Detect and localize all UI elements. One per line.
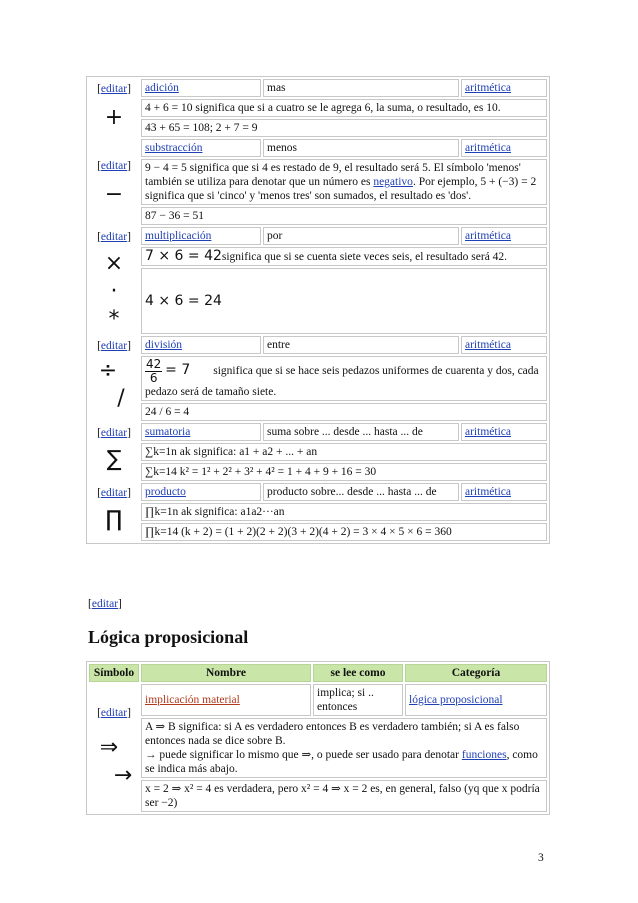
example-text: 4 + 6 = 10 significa que si a cuatro se le agrega 6, la suma, o resultado, es 10. bbox=[141, 99, 547, 117]
division-symbol: ÷ bbox=[98, 358, 118, 383]
arithmetic-symbols-table bbox=[86, 76, 550, 544]
edit-link[interactable]: editar bbox=[100, 707, 128, 719]
edit-link[interactable]: editar bbox=[100, 83, 128, 95]
name-link[interactable]: producto bbox=[145, 486, 186, 498]
example-text: 7 × 6 = 42significa que si se cuenta siete veces seis, el resultado será 42. bbox=[141, 247, 547, 266]
table-row bbox=[89, 79, 547, 97]
table-row bbox=[89, 227, 547, 245]
name-link[interactable]: adición bbox=[145, 82, 179, 94]
name-link[interactable]: división bbox=[145, 339, 183, 351]
symbol-cell: [editar] ÷ / bbox=[89, 336, 139, 421]
section-title: Lógica proposicional bbox=[88, 627, 249, 647]
name-link[interactable]: multiplicación bbox=[145, 230, 212, 242]
table-row bbox=[89, 684, 547, 716]
col-header-category: Categoría bbox=[405, 664, 547, 682]
edit-link[interactable]: editar bbox=[100, 160, 128, 172]
edit-link[interactable]: editar bbox=[100, 340, 128, 352]
name-link[interactable]: sumatoria bbox=[145, 426, 191, 438]
example-text: 24 / 6 = 4 bbox=[141, 403, 547, 421]
example-text: x = 2 ⇒ x² = 4 es verdadera, pero x² = 4 ⇒ x = 2 es, en general, falso (yq que x podría ser −2) bbox=[141, 780, 547, 812]
math-image: 4 × 6 = 24 bbox=[145, 292, 222, 309]
col-header-reads: se lee como bbox=[313, 664, 403, 682]
symbol-cell: [editar] ∑ bbox=[89, 423, 139, 481]
reads-as: mas bbox=[263, 79, 459, 97]
reads-as: menos bbox=[263, 139, 459, 157]
name-link[interactable]: substracción bbox=[145, 142, 203, 154]
reads-as: entre bbox=[263, 336, 459, 354]
name-link[interactable]: implicación material bbox=[145, 694, 240, 706]
symbol-cell: [editar] − bbox=[89, 139, 139, 225]
edit-link[interactable]: editar bbox=[100, 427, 128, 439]
arrow-symbol: → bbox=[113, 763, 133, 788]
example-text bbox=[141, 268, 547, 334]
minus-symbol: − bbox=[104, 182, 124, 207]
edit-link[interactable]: editar bbox=[100, 231, 128, 243]
reads-as: implica; si .. entonces bbox=[313, 684, 403, 716]
table-row bbox=[89, 483, 547, 501]
edit-section: [editar] bbox=[88, 598, 122, 610]
table-row bbox=[89, 423, 547, 441]
example-text: ∑k=1n ak significa: a1 + a2 + ... + an bbox=[141, 443, 547, 461]
symbol-cell: [editar] × · * bbox=[89, 227, 139, 334]
fraction-image: $\frac{42}{6}$ bbox=[146, 357, 162, 385]
sum-symbol: ∑ bbox=[106, 447, 122, 472]
category-link[interactable]: aritmética bbox=[465, 82, 511, 94]
symbol-cell: [editar] ⇒ → bbox=[89, 684, 139, 812]
example-text: 9 − 4 = 5 significa que si 4 es restado de 9, el resultado será 5. El símbolo 'menos' también se utiliza para denotar que un número es negativo. Por ejemplo, 5 + (−3) = 2 significa que si 'cinco' y 'menos tres' son sumados, el resultado es 'dos'. bbox=[141, 159, 547, 205]
reads-as: producto sobre... desde ... hasta ... de bbox=[263, 483, 459, 501]
table-row bbox=[89, 336, 547, 354]
table-row bbox=[89, 139, 547, 157]
example-text: A ⇒ B significa: si A es verdadero entonces B es verdadero también; si A es falso entonces nada se dice sobre B. → puede significar lo mismo que ⇒, o puede ser usado para denotar funciones, como se indica más abajo. bbox=[141, 718, 547, 778]
table-header-row bbox=[89, 664, 547, 682]
times-symbol: × bbox=[104, 251, 124, 276]
category-link[interactable]: aritmética bbox=[465, 339, 511, 351]
asterisk-symbol: * bbox=[108, 307, 120, 332]
category-link[interactable]: aritmética bbox=[465, 426, 511, 438]
col-header-symbol: Símbolo bbox=[89, 664, 139, 682]
reads-as: suma sobre ... desde ... hasta ... de bbox=[263, 423, 459, 441]
example-text: ∑k=14 k² = 1² + 2² + 3² + 4² = 1 + 4 + 9 + 16 = 30 bbox=[141, 463, 547, 481]
category-link[interactable]: lógica proposicional bbox=[409, 694, 503, 706]
page-number: 3 bbox=[538, 852, 544, 864]
logic-symbols-table bbox=[86, 661, 550, 815]
implies-symbol: ⇒ bbox=[99, 735, 119, 760]
slash-symbol: / bbox=[117, 386, 125, 411]
edit-link[interactable]: editar bbox=[100, 487, 128, 499]
funciones-link[interactable]: funciones bbox=[461, 749, 507, 761]
example-text: ∏k=14 (k + 2) = (1 + 2)(2 + 2)(3 + 2)(4 + 2) = 3 × 4 × 5 × 6 = 360 bbox=[141, 523, 547, 541]
edit-link[interactable]: editar bbox=[91, 598, 119, 610]
math-image: 7 × 6 = 42 bbox=[145, 248, 222, 264]
symbol-cell: [editar] + bbox=[89, 79, 139, 137]
category-link[interactable]: aritmética bbox=[465, 230, 511, 242]
dot-symbol: · bbox=[110, 279, 118, 304]
negativo-link[interactable]: negativo bbox=[373, 176, 413, 188]
example-text: 43 + 65 = 108; 2 + 7 = 9 bbox=[141, 119, 547, 137]
example-text: $\frac{42}{6}$ = 7 significa que si se hace seis pedazos uniformes de cuarenta y dos, cada pedazo será de tamaño siete. bbox=[141, 356, 547, 401]
category-link[interactable]: aritmética bbox=[465, 142, 511, 154]
symbol-cell: [editar] ∏ bbox=[89, 483, 139, 541]
reads-as: por bbox=[263, 227, 459, 245]
example-text: ∏k=1n ak significa: a1a2···an bbox=[141, 503, 547, 521]
example-text: 87 − 36 = 51 bbox=[141, 207, 547, 225]
plus-symbol: + bbox=[104, 105, 124, 130]
col-header-name: Nombre bbox=[141, 664, 311, 682]
category-link[interactable]: aritmética bbox=[465, 486, 511, 498]
product-symbol: ∏ bbox=[105, 507, 123, 532]
